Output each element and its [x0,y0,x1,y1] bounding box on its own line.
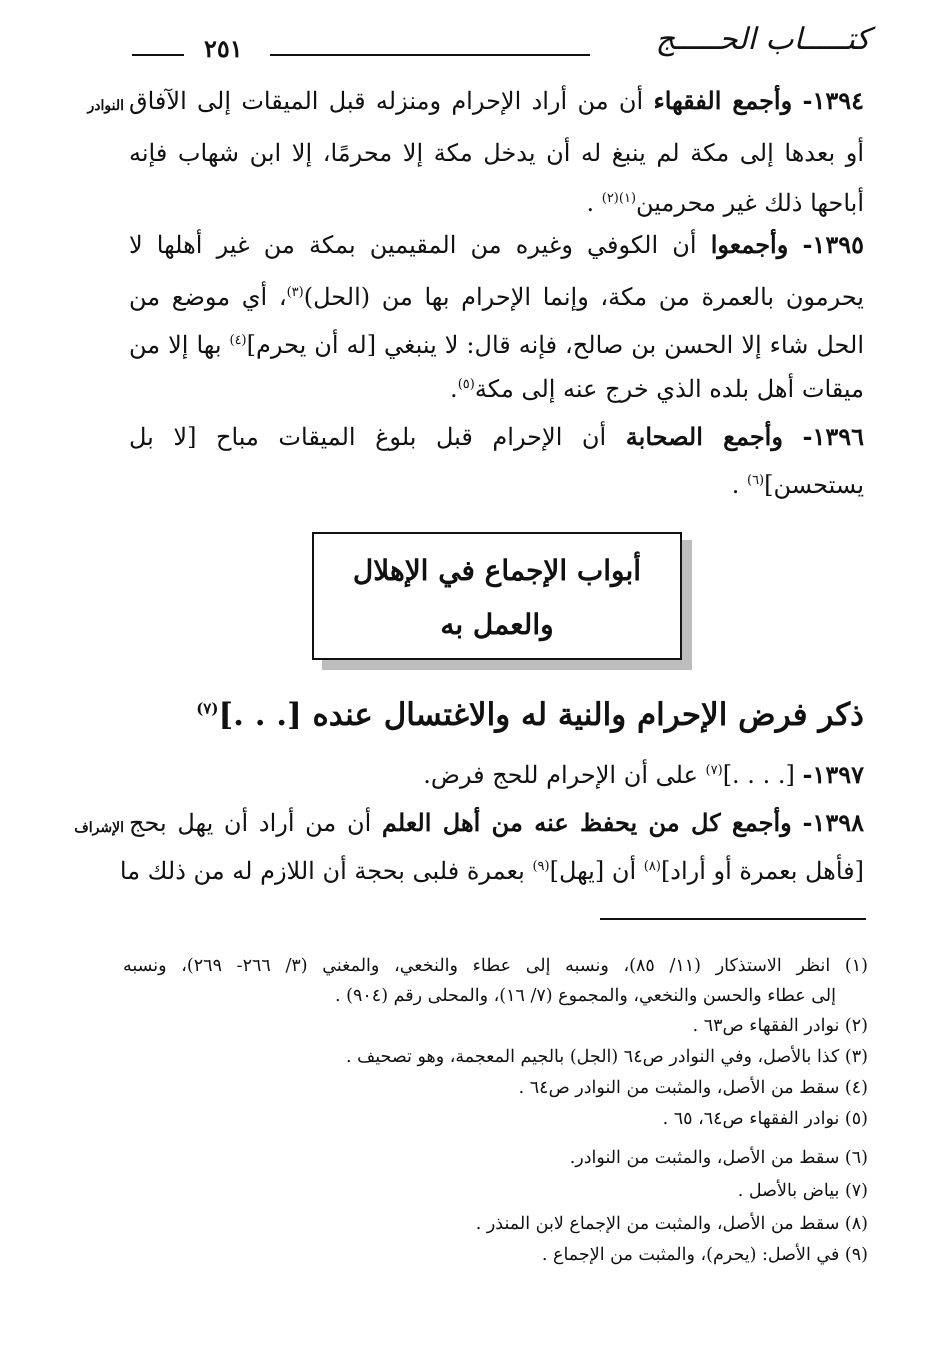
bold-phrase: وأجمع الصحابة [625,422,783,451]
footnote-1: (١) انظر الاستذكار (١١/ ٨٥)، ونسبه إلى عطاء والنخعي، والمغني (٣/ ٢٦٦- ٢٦٩)، ونسبه [123,956,868,976]
footnote-separator [600,918,866,920]
line-text: بعمرة فلبى بحجة أن اللازم له من ذلك ما [119,857,525,885]
bold-phrase: وأجمعوا [710,230,789,259]
line-text: ميقات أهل بلده الذي خرج عنه إلى مكة [474,375,864,403]
text-line-10 [129,752,864,798]
bold-phrase: وأجمع الفقهاء [653,86,793,115]
line-text: ، أي موضع من [129,283,287,311]
line-text: على أن الإحرام للحج فرض. [423,761,698,789]
bold-phrase: وأجمع كل من يحفظ عنه من أهل العلم [381,808,792,837]
footnote-ref: (٨) [643,859,661,874]
text-line-7 [129,366,864,412]
text-line-6 [129,322,864,368]
line-text: يستحسن] [764,471,864,499]
chapter-heading-box [312,532,682,660]
footnote-ref: (٤) [229,333,247,348]
header-rule-middle [270,54,590,56]
text-line-4 [129,222,864,268]
footnote-3: (٣) كذا بالأصل، وفي النوادر ص٦٤ (الجل) بالجيم المعجمة، وهو تصحيف . [346,1047,868,1067]
line-end: . [731,471,740,499]
footnote-ref: (٦) [746,473,765,488]
text-line-5 [129,274,864,320]
section-title [129,690,864,740]
line-text: [فأهل بعمرة أو أراد] [660,857,864,885]
text-line-3 [129,180,864,226]
header-rule-left [132,54,184,56]
footnote-ref: (٧) [705,763,723,778]
text-line-2: أو بعدها إلى مكة لم ينبغ له أن يدخل مكة إلا محرمًا، إلا ابن شهاب فإنه [129,139,864,167]
section-title-text: ذكر فرض الإحرام والنية له والاغتسال عنده [. . .] [218,697,864,733]
chapter-heading-line-1: أبواب الإجماع في الإهلال [352,554,642,587]
item-number-1395: ١٣٩٥- [802,230,864,259]
item-number-1396: ١٣٩٦- [802,422,864,451]
line-text: أن [يهل] [549,857,637,885]
text-line-11 [129,800,864,846]
footnote-ref: (٣) [286,285,304,300]
footnote-7: (٧) بياض بالأصل . [737,1181,868,1201]
line-end: . [586,189,595,217]
footnote-9: (٩) في الأصل: (يحرم)، والمثبت من الإجماع . [541,1245,868,1265]
footnote-1-continued: إلى عطاء والحسن والنخعي، والمجموع (٧/ ١٦)، والمحلى رقم (٩٠٤) . [335,986,836,1006]
line-text: أن الإحرام قبل بلوغ الميقات مباح [لا بل [129,423,607,451]
footnote-2: (٢) نوادر الفقهاء ص٦٣ . [692,1016,868,1036]
line-text: أن من أراد الإحرام ومنزله قبل الميقات إلى الآفاق [129,87,644,115]
footnote-ref: (١)(٢) [601,191,637,206]
footnote-4: (٤) سقط من الأصل، والمثبت من النوادر ص٦٤ . [518,1078,868,1098]
text-line-1 [129,78,864,124]
footnote-8: (٨) سقط من الأصل، والمثبت من الإجماع لابن المنذر . [475,1214,868,1234]
footnote-ref: (٩) [532,859,550,874]
line-text: [. . . .] [722,761,795,789]
line-text: بها إلا من [129,331,222,359]
text-line-8 [129,414,864,460]
item-number-1397: ١٣٩٧- [802,760,864,789]
footnote-ref: (٧) [196,699,219,718]
margin-note-ishraf: الإشراف [74,820,124,836]
footnote-5: (٥) نوادر الفقهاء ص٦٤، ٦٥ . [662,1109,868,1129]
margin-note-nawadir: النوادر [87,98,124,114]
item-number-1398: ١٣٩٨- [802,808,864,837]
chapter-heading-line-2: والعمل به [440,608,554,641]
page-number: ٢٥١ [204,34,243,63]
text-line-12 [119,848,864,894]
item-number-1394: ١٣٩٤- [802,86,864,115]
line-text: الحل شاء إلا الحسن بن صالح، فإنه قال: لا ينبغي [له أن يحرم] [246,331,864,359]
line-text: أن من أراد أن يهل بحج [129,809,372,837]
line-text: أن الكوفي وغيره من المقيمين بمكة من غير أهلها لا [129,231,697,259]
footnote-ref: (٥) [457,377,475,392]
line-text: أباحها ذلك غير محرمين [636,189,864,217]
text-line-9 [129,462,864,508]
footnote-6: (٦) سقط من الأصل، والمثبت من النوادر. [569,1148,868,1168]
running-title: كتـــــاب الحـــــج [655,22,870,57]
line-text: يحرمون بالعمرة من مكة، وإنما الإحرام بها من (الحل) [303,283,864,311]
line-end: . [450,375,458,403]
